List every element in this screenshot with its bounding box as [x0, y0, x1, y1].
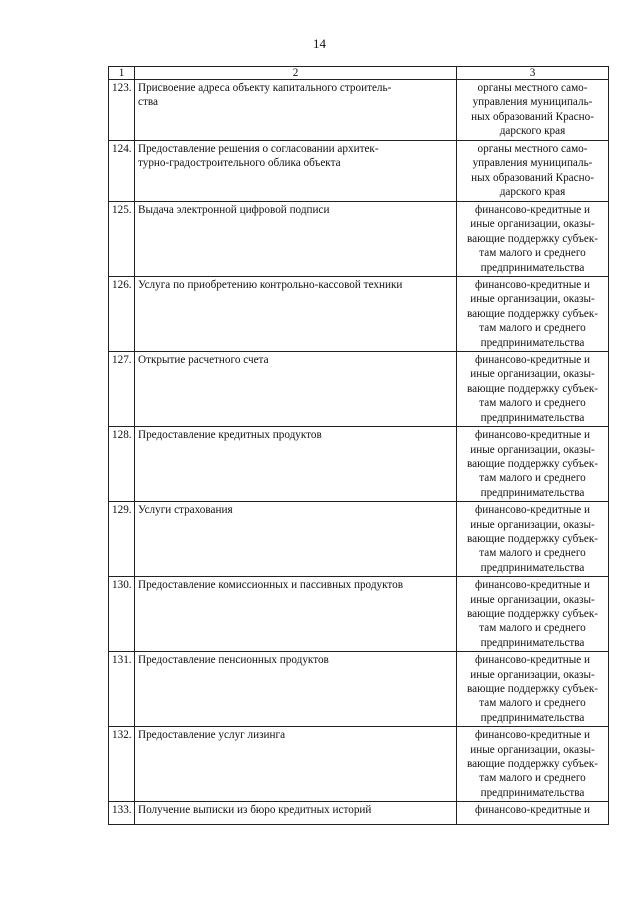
provider-organization: финансово-кредитные и иные организации, оказы- вающие поддержку субъек- там малого и среднего предпринимательства	[457, 427, 609, 502]
table-row	[109, 427, 609, 502]
services-table	[108, 66, 609, 825]
column-header-3: 3	[457, 67, 609, 80]
service-name: Предоставление решения о согласовании архитек- турно-градостроительного облика объекта	[135, 141, 457, 202]
provider-organization: финансово-кредитные и	[457, 802, 609, 825]
table-row	[109, 802, 609, 825]
table-row	[109, 652, 609, 727]
table-body	[109, 67, 609, 825]
provider-organization: финансово-кредитные и иные организации, оказы- вающие поддержку субъек- там малого и среднего предпринимательства	[457, 577, 609, 652]
table-row	[109, 202, 609, 277]
table-header-row	[109, 67, 609, 80]
column-header-1: 1	[109, 67, 135, 80]
table-row	[109, 727, 609, 802]
row-number: 127.	[109, 352, 135, 427]
row-number: 124.	[109, 141, 135, 202]
service-name: Услуги страхования	[135, 502, 457, 577]
page-number: 14	[313, 36, 326, 51]
provider-organization: финансово-кредитные и иные организации, оказы- вающие поддержку субъек- там малого и среднего предпринимательства	[457, 352, 609, 427]
provider-organization: органы местного само- управления муниципаль- ных образований Красно- дарского края	[457, 141, 609, 202]
table-row	[109, 502, 609, 577]
row-number: 132.	[109, 727, 135, 802]
row-number: 128.	[109, 427, 135, 502]
provider-organization: финансово-кредитные и иные организации, оказы- вающие поддержку субъек- там малого и среднего предпринимательства	[457, 277, 609, 352]
service-name: Предоставление кредитных продуктов	[135, 427, 457, 502]
provider-organization: финансово-кредитные и иные организации, оказы- вающие поддержку субъек- там малого и среднего предпринимательства	[457, 202, 609, 277]
service-name: Выдача электронной цифровой подписи	[135, 202, 457, 277]
provider-organization: финансово-кредитные и иные организации, оказы- вающие поддержку субъек- там малого и среднего предпринимательства	[457, 727, 609, 802]
service-name: Услуга по приобретению контрольно-кассовой техники	[135, 277, 457, 352]
provider-organization: органы местного само- управления муниципаль- ных образований Красно- дарского края	[457, 80, 609, 141]
row-number: 125.	[109, 202, 135, 277]
service-name: Предоставление комиссионных и пассивных продуктов	[135, 577, 457, 652]
column-header-2: 2	[135, 67, 457, 80]
row-number: 130.	[109, 577, 135, 652]
row-number: 126.	[109, 277, 135, 352]
service-name: Получение выписки из бюро кредитных историй	[135, 802, 457, 825]
service-name: Предоставление услуг лизинга	[135, 727, 457, 802]
service-name: Присвоение адреса объекту капитального строитель- ства	[135, 80, 457, 141]
provider-organization: финансово-кредитные и иные организации, оказы- вающие поддержку субъек- там малого и среднего предпринимательства	[457, 652, 609, 727]
table-row	[109, 80, 609, 141]
provider-organization: финансово-кредитные и иные организации, оказы- вающие поддержку субъек- там малого и среднего предпринимательства	[457, 502, 609, 577]
service-name: Предоставление пенсионных продуктов	[135, 652, 457, 727]
row-number: 123.	[109, 80, 135, 141]
table-row	[109, 141, 609, 202]
table-row	[109, 577, 609, 652]
row-number: 131.	[109, 652, 135, 727]
table-row	[109, 352, 609, 427]
row-number: 133.	[109, 802, 135, 825]
table-row	[109, 277, 609, 352]
service-name: Открытие расчетного счета	[135, 352, 457, 427]
row-number: 129.	[109, 502, 135, 577]
